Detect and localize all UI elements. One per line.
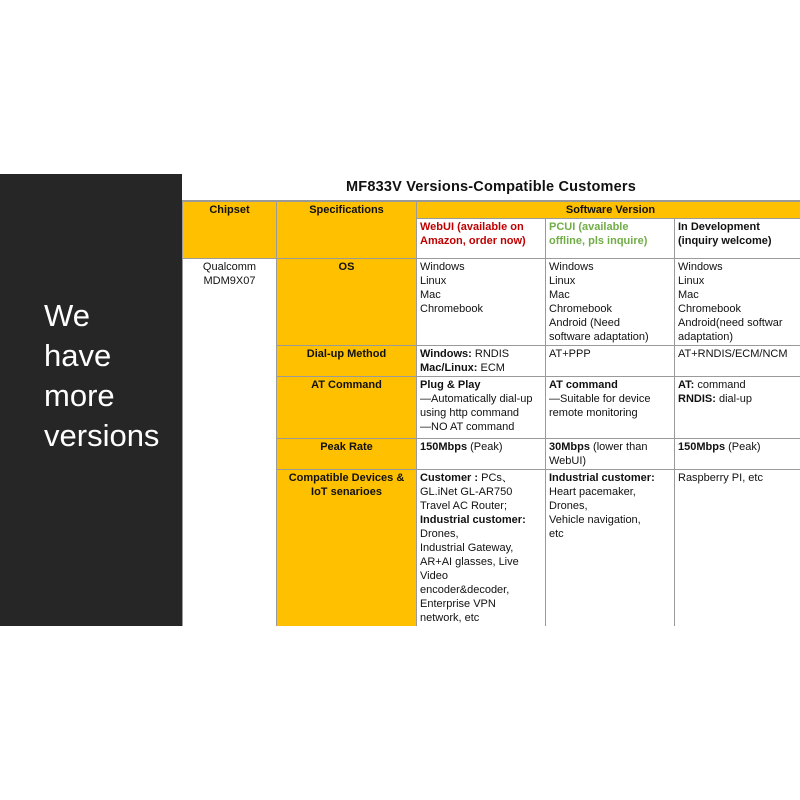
table-row <box>183 259 800 346</box>
plain-text: (Peak) <box>467 441 503 453</box>
plain-text: command <box>694 379 746 391</box>
list-item: Windows <box>678 261 723 273</box>
list-item <box>549 471 671 485</box>
tagline-line: versions <box>44 418 160 453</box>
list-item: network, etc <box>420 612 480 624</box>
list-item <box>420 513 542 527</box>
bold-text: AT command <box>549 379 618 391</box>
bold-text: Mac/Linux: <box>420 362 478 374</box>
list-item <box>420 471 542 485</box>
devices-dev-cell <box>675 470 800 627</box>
plain-text: (Peak) <box>725 441 761 453</box>
list-item: using http command <box>420 407 520 419</box>
at-pcui-cell <box>546 377 675 439</box>
list-item: Mac <box>420 289 441 301</box>
devices-pcui-cell <box>546 470 675 627</box>
tagline-line: more <box>44 378 115 413</box>
list-item: adaptation) <box>678 331 734 343</box>
table-title: MF833V Versions-Compatible Customers <box>182 174 800 201</box>
bold-text: Industrial customer: <box>549 472 655 484</box>
list-item <box>549 440 671 454</box>
plain-text: dial-up <box>715 393 752 405</box>
list-item <box>420 347 542 361</box>
devices-label-line: Compatible Devices & <box>288 472 405 484</box>
plain-text: ECM <box>477 362 505 374</box>
list-item: Video <box>420 570 448 582</box>
dev-header-line: In Development <box>678 221 760 233</box>
list-item: Drones, <box>420 528 459 540</box>
dialup-label: Dial-up Method <box>277 346 417 377</box>
chipset-header: Chipset <box>183 202 277 259</box>
header-row <box>183 202 800 219</box>
list-item: AR+AI glasses, Live <box>420 556 519 568</box>
list-item: etc <box>549 528 564 540</box>
bold-text: Customer : <box>420 472 479 484</box>
list-item <box>549 378 671 392</box>
list-item <box>420 361 542 375</box>
peak-pcui-cell <box>546 439 675 470</box>
list-item: Chromebook <box>549 303 612 315</box>
chipset-line: MDM9X07 <box>203 275 256 287</box>
list-item: GL.iNet GL-AR750 <box>420 486 513 498</box>
list-item: Windows <box>420 261 465 273</box>
list-item: Enterprise VPN <box>420 598 496 610</box>
bold-text: 30Mbps <box>549 441 590 453</box>
list-item: software adaptation) <box>549 331 649 343</box>
versions-table-panel <box>182 174 800 626</box>
pcui-header <box>546 219 675 259</box>
plain-text: PCs、 <box>478 472 513 484</box>
pcui-header-line: PCUI (available <box>549 221 629 233</box>
peak-rate-label: Peak Rate <box>277 439 417 470</box>
specifications-header: Specifications <box>277 202 417 259</box>
at-label: AT Command <box>277 377 417 439</box>
os-dev-cell <box>675 259 800 346</box>
list-item: AT+RNDIS/ECM/NCM <box>678 348 788 360</box>
devices-label-line: IoT senarioes <box>311 486 382 498</box>
list-item: Chromebook <box>420 303 483 315</box>
os-label: OS <box>277 259 417 346</box>
list-item: Linux <box>678 275 705 287</box>
list-item: Mac <box>549 289 570 301</box>
versions-table <box>182 201 800 626</box>
tagline-line: We <box>44 298 90 333</box>
chipset-cell <box>183 259 277 627</box>
tagline-line: have <box>44 338 112 373</box>
left-dark-panel <box>0 174 182 626</box>
dev-header-line: (inquiry welcome) <box>678 235 772 247</box>
os-webui-cell <box>417 259 546 346</box>
bold-text: 150Mbps <box>420 441 468 453</box>
webui-header-line: Amazon, order now) <box>420 235 526 247</box>
product-banner <box>0 174 800 626</box>
list-item <box>420 378 542 392</box>
list-item: remote monitoring <box>549 407 638 419</box>
at-webui-cell <box>417 377 546 439</box>
dialup-dev-cell <box>675 346 800 377</box>
at-dev-cell <box>675 377 800 439</box>
list-item: Chromebook <box>678 303 741 315</box>
dev-header <box>675 219 800 259</box>
software-version-header: Software Version <box>417 202 800 219</box>
devices-label <box>277 470 417 627</box>
list-item: Vehicle navigation, <box>549 514 641 526</box>
list-item: encoder&decoder, <box>420 584 510 596</box>
list-item <box>678 440 800 454</box>
webui-header-line: WebUI (available on <box>420 221 524 233</box>
os-pcui-cell <box>546 259 675 346</box>
chipset-line: Qualcomm <box>202 261 257 273</box>
list-item: Linux <box>549 275 576 287</box>
list-item <box>678 392 800 406</box>
peak-webui-cell <box>417 439 546 470</box>
bold-text: RNDIS: <box>678 393 716 405</box>
list-item <box>678 378 800 392</box>
plain-text: RNDIS <box>471 348 510 360</box>
bold-text: Industrial customer: <box>420 514 526 526</box>
list-item: WebUI) <box>549 455 587 467</box>
list-item: —Automatically dial-up <box>420 393 533 405</box>
list-item: Android(need softwar <box>678 317 783 329</box>
list-item: Raspberry PI, etc <box>678 472 763 484</box>
dialup-pcui-cell <box>546 346 675 377</box>
plain-text: (lower than <box>589 441 648 453</box>
list-item: Industrial Gateway, <box>420 542 514 554</box>
bold-text: AT: <box>678 379 695 391</box>
list-item: Linux <box>420 275 447 287</box>
webui-header <box>417 219 546 259</box>
list-item: Travel AC Router; <box>420 500 508 512</box>
dialup-webui-cell <box>417 346 546 377</box>
list-item: —NO AT command <box>420 421 515 433</box>
pcui-header-line: offline, pls inquire) <box>549 235 648 247</box>
list-item: Drones, <box>549 500 588 512</box>
devices-webui-cell <box>417 470 546 627</box>
list-item: Heart pacemaker, <box>549 486 636 498</box>
list-item: —Suitable for device <box>549 393 651 405</box>
bold-text: Windows: <box>420 348 472 360</box>
bold-text: Plug & Play <box>420 379 481 391</box>
list-item: Windows <box>549 261 594 273</box>
peak-dev-cell <box>675 439 800 470</box>
list-item: AT+PPP <box>549 348 591 360</box>
bold-text: 150Mbps <box>678 441 726 453</box>
list-item: Android (Need <box>549 317 620 329</box>
tagline <box>44 296 184 456</box>
list-item <box>420 440 542 454</box>
list-item: Mac <box>678 289 699 301</box>
